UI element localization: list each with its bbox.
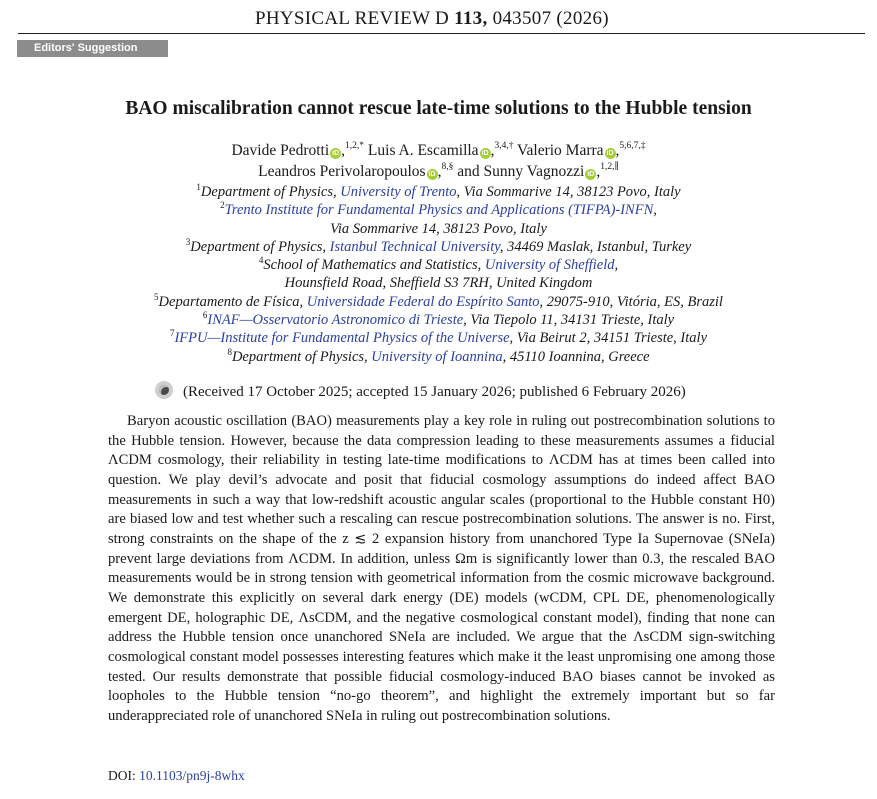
author-line-1: Davide Pedrotti iD ,$^{1,2,*}$ Luis A. Escamilla iD ,$^{3,4,\dagger}$ Valerio Marra iD ,$^{5,6,7,\ddagger}$ bbox=[231, 141, 646, 159]
author-footnote[interactable]: 5,6,7,‡ bbox=[619, 141, 646, 151]
doi-link[interactable]: 10.1103/pn9j-8whx bbox=[139, 768, 245, 783]
author-line-2: Leandros Perivolaropoulos iD ,$^{8,\S}$ and Sunny Vagnozzi iD ,$^{1,2,\parallel}$ bbox=[258, 162, 619, 180]
author-name[interactable]: Luis A. Escamilla bbox=[367, 142, 479, 159]
doi-label: DOI: bbox=[108, 768, 136, 783]
abstract bbox=[108, 412, 775, 727]
affiliation: $^5$Departamento de Física, Universidade Federal do Espírito Santo, 29075-910, Vitória, ES, Brazil bbox=[154, 291, 723, 310]
affiliation: $^4$School of Mathematics and Statistics, University of Sheffield, bbox=[258, 255, 619, 274]
author-conjunction: and bbox=[457, 163, 480, 180]
author-footnote[interactable]: 1,2,∥ bbox=[600, 162, 619, 172]
author-name[interactable]: Valerio Marra bbox=[517, 142, 604, 159]
affiliation: $^8$Department of Physics, University of Ioannina, 45110 Ioannina, Greece bbox=[227, 346, 650, 365]
orcid-icon[interactable]: iD bbox=[587, 171, 595, 178]
affiliation-address: Via Sommarive 14, 38123 Povo, Italy bbox=[330, 220, 547, 237]
institution-link[interactable]: INAF—Osservatorio Astronomico di Trieste bbox=[207, 312, 464, 329]
orcid-icon[interactable]: iD bbox=[428, 171, 436, 178]
author-footnote[interactable]: 8,§ bbox=[441, 162, 454, 172]
journal-header bbox=[255, 8, 609, 30]
author-footnote[interactable]: 1,2,* bbox=[345, 141, 365, 151]
affiliation: $^3$Department of Physics, Istanbul Technical University, 34469 Maslak, Istanbul, Turkey bbox=[185, 236, 692, 255]
institution-link[interactable]: Trento Institute for Fundamental Physics and Applications (TIFPA)-INFN bbox=[224, 202, 654, 219]
institution-link[interactable]: IFPU—Institute for Fundamental Physics of the Universe bbox=[174, 330, 510, 347]
institution-link[interactable]: Istanbul Technical University bbox=[329, 238, 500, 255]
orcid-icon[interactable]: iD bbox=[332, 150, 340, 157]
institution-link[interactable]: Universidade Federal do Espírito Santo bbox=[306, 293, 540, 310]
author-name[interactable]: Davide Pedrotti bbox=[231, 142, 330, 159]
author-name[interactable]: Sunny Vagnozzi bbox=[483, 163, 585, 180]
abstract-text: Baryon acoustic oscillation (BAO) measurements play a key role in ruling out postrecombination solutions to the Hubble tension. However, because the data compression leading to these measurements assumes a fiducial ΛCDM cosmology, their reliability in testing late-time modifications to ΛCDM has at times been called into question. We play devil’s advocate and posit that fiducial cosmology assumptions do indeed affect BAO measurements in such a way that low-redshift acoustic angular scales (proportional to the Hubble constant H0) are biased low and test whether such a rescaling can rescue postrecombination solutions. The answer is no. First, strong constraints on the shape of the z ≲ 2 expansion history from unanchored Type Ia Supernovae (SNeIa) prevent large deviations from ΛCDM. In addition, unless Ωm is significantly lower than 0.3, the rescaled BAO measurements would be in strong tension with geometrical information from the cosmic microwave background. We demonstrate this explicitly on several dark energy (DE) models (wCDM, CPL DE, phenomenologically emergent DE, holographic DE, ΛsCDM, and the negative cosmological constant model), finding that none can address the Hubble tension once unanchored SNeIa are included. We argue that the ΛsCDM sign-switching cosmological constant model possesses interesting features which make it the least unpromising one among those tested. Our results demonstrate that possible fiducial cosmology-induced BAO biases cannot be invoked as loopholes to the Hubble tension “no-go theorem”, and highlight the extremely important but so far underappreciated role of unanchored SNeIa in ruling out postrecombination solutions. bbox=[108, 413, 775, 724]
journal-name: PHYSICAL REVIEW D bbox=[255, 8, 450, 29]
affiliation: $^7$IFPU—Institute for Fundamental Physics of the Universe, Via Beirut 2, 34151 Trieste, Italy bbox=[169, 328, 708, 347]
affiliation: $^6$INAF—Osservatorio Astronomico di Trieste, Via Tiepolo 11, 34131 Trieste, Italy bbox=[202, 310, 675, 329]
affiliation: $^1$Department of Physics, University of Trento, Via Sommarive 14, 38123 Povo, Italy bbox=[196, 182, 681, 200]
institution-link[interactable]: University of Sheffield bbox=[484, 257, 615, 274]
received-text: (Received 17 October 2025; accepted 15 January 2026; published 6 February 2026) bbox=[183, 384, 686, 400]
author-name[interactable]: Leandros Perivolaropoulos bbox=[258, 163, 426, 180]
affiliation-list bbox=[0, 183, 877, 366]
affiliation: $^2$Trento Institute for Fundamental Physics and Applications (TIFPA)-INFN, bbox=[220, 200, 657, 219]
affiliation-address: Hounsfield Road, Sheffield S3 7RH, United Kingdom bbox=[284, 275, 593, 292]
orcid-icon[interactable]: iD bbox=[606, 150, 614, 157]
institution-link[interactable]: University of Ioannina bbox=[371, 348, 503, 365]
publication-dates bbox=[155, 381, 686, 401]
orcid-icon[interactable]: iD bbox=[481, 150, 489, 157]
check-for-updates-icon[interactable] bbox=[155, 381, 173, 399]
paper-title: BAO miscalibration cannot rescue late-time solutions to the Hubble tension bbox=[125, 98, 752, 119]
institution-link[interactable]: University of Trento bbox=[340, 184, 457, 200]
doi-line bbox=[108, 768, 245, 784]
article-number: 043507 (2026) bbox=[492, 8, 609, 29]
journal-volume: 113, bbox=[454, 8, 488, 29]
author-list bbox=[0, 140, 877, 182]
author-footnote[interactable]: 3,4,† bbox=[494, 141, 514, 151]
header-divider bbox=[18, 33, 865, 34]
editors-suggestion-badge[interactable]: Editors' Suggestion bbox=[17, 40, 168, 57]
